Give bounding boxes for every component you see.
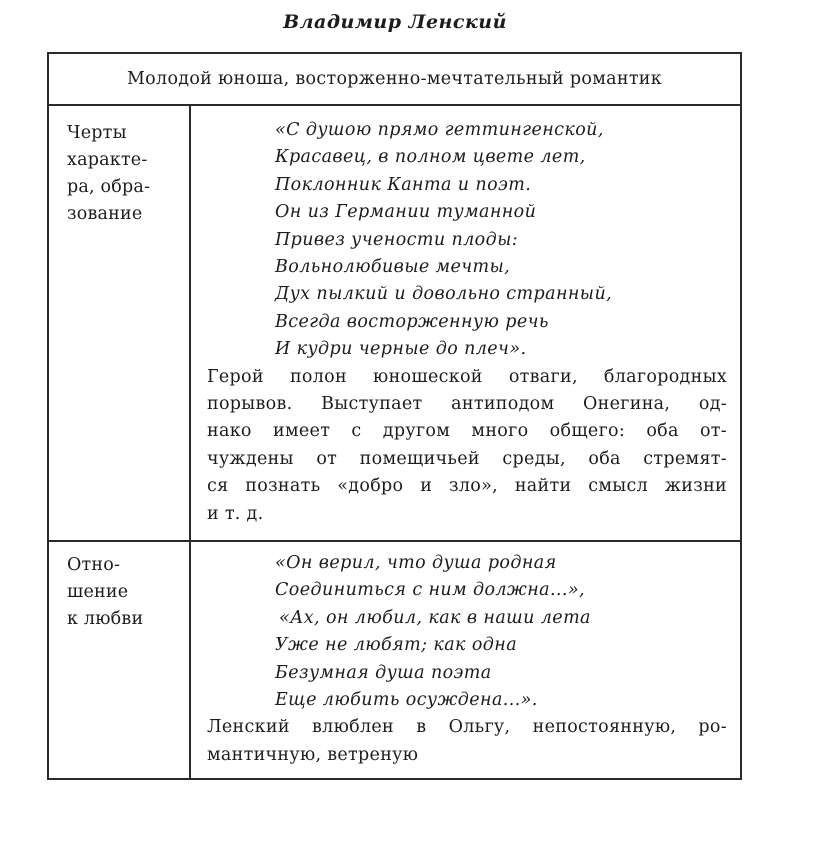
verse-line: Он из Германии туманной	[275, 202, 537, 223]
prose-line: порывов. Выступает антиподом Онегина, од-	[207, 394, 727, 415]
verse-line: Безумная душа поэта	[275, 662, 492, 683]
verse-line: Уже не любят; как одна	[275, 635, 518, 656]
row-label-character	[67, 120, 177, 228]
row-label-love	[67, 552, 177, 633]
verse-line: Еще любить осуждена...».	[275, 690, 538, 711]
row-label-line: Отно-	[67, 555, 121, 575]
row-content-character	[207, 117, 727, 528]
row-label-line: ра, обра-	[67, 177, 151, 197]
prose-line: нако имеет с другом много общего: оба от-	[207, 421, 727, 442]
prose-line: Ленский влюблен в Ольгу, непостоянную, ро-	[207, 717, 727, 738]
verse-line: Дух пылкий и довольно странный,	[275, 284, 613, 305]
prose-line: ся познать «добро и зло», найти смысл жизни	[207, 476, 727, 497]
row-label-line: шение	[67, 582, 129, 602]
prose-line: чуждены от помещичьей среды, оба стремят-	[207, 448, 727, 469]
row-divider	[49, 540, 740, 542]
verse-line: «Он верил, что душа родная	[275, 553, 557, 573]
row-content-love	[207, 550, 727, 769]
description-paragraph	[207, 714, 727, 769]
verse-line: Поклонник Канта и поэт.	[275, 174, 532, 195]
verse-line: Привез учености плоды:	[275, 229, 519, 250]
verse-line: Красавец, в полном цвете лет,	[275, 147, 586, 168]
verse-line: Соединиться с ним должна...»,	[275, 580, 585, 601]
prose-line: мантичную, ветреную	[207, 744, 419, 765]
verse-line: «С душою прямо геттингенской,	[275, 120, 604, 140]
page-title: Владимир Ленский	[283, 11, 507, 33]
column-divider	[189, 106, 191, 780]
verse-line: Вольнолюбивые мечты,	[275, 257, 511, 278]
row-label-line: Черты	[67, 123, 127, 143]
character-table	[47, 52, 742, 780]
row-label-line: к любви	[67, 609, 144, 629]
verse-line: «Ах, он любил, как в наши лета	[279, 607, 591, 628]
row-label-line: зование	[67, 204, 143, 224]
row-label-line: характе-	[67, 150, 148, 170]
prose-line: и т. д.	[207, 503, 264, 524]
description-paragraph	[207, 364, 727, 528]
verse-line: И кудри черные до плеч».	[275, 339, 527, 360]
table-header: Молодой юноша, восторженно-мечтательный романтик	[49, 54, 740, 106]
verse-line: Всегда восторженную речь	[275, 311, 549, 332]
prose-line: Герой полон юношеской отваги, благородных	[207, 366, 727, 387]
